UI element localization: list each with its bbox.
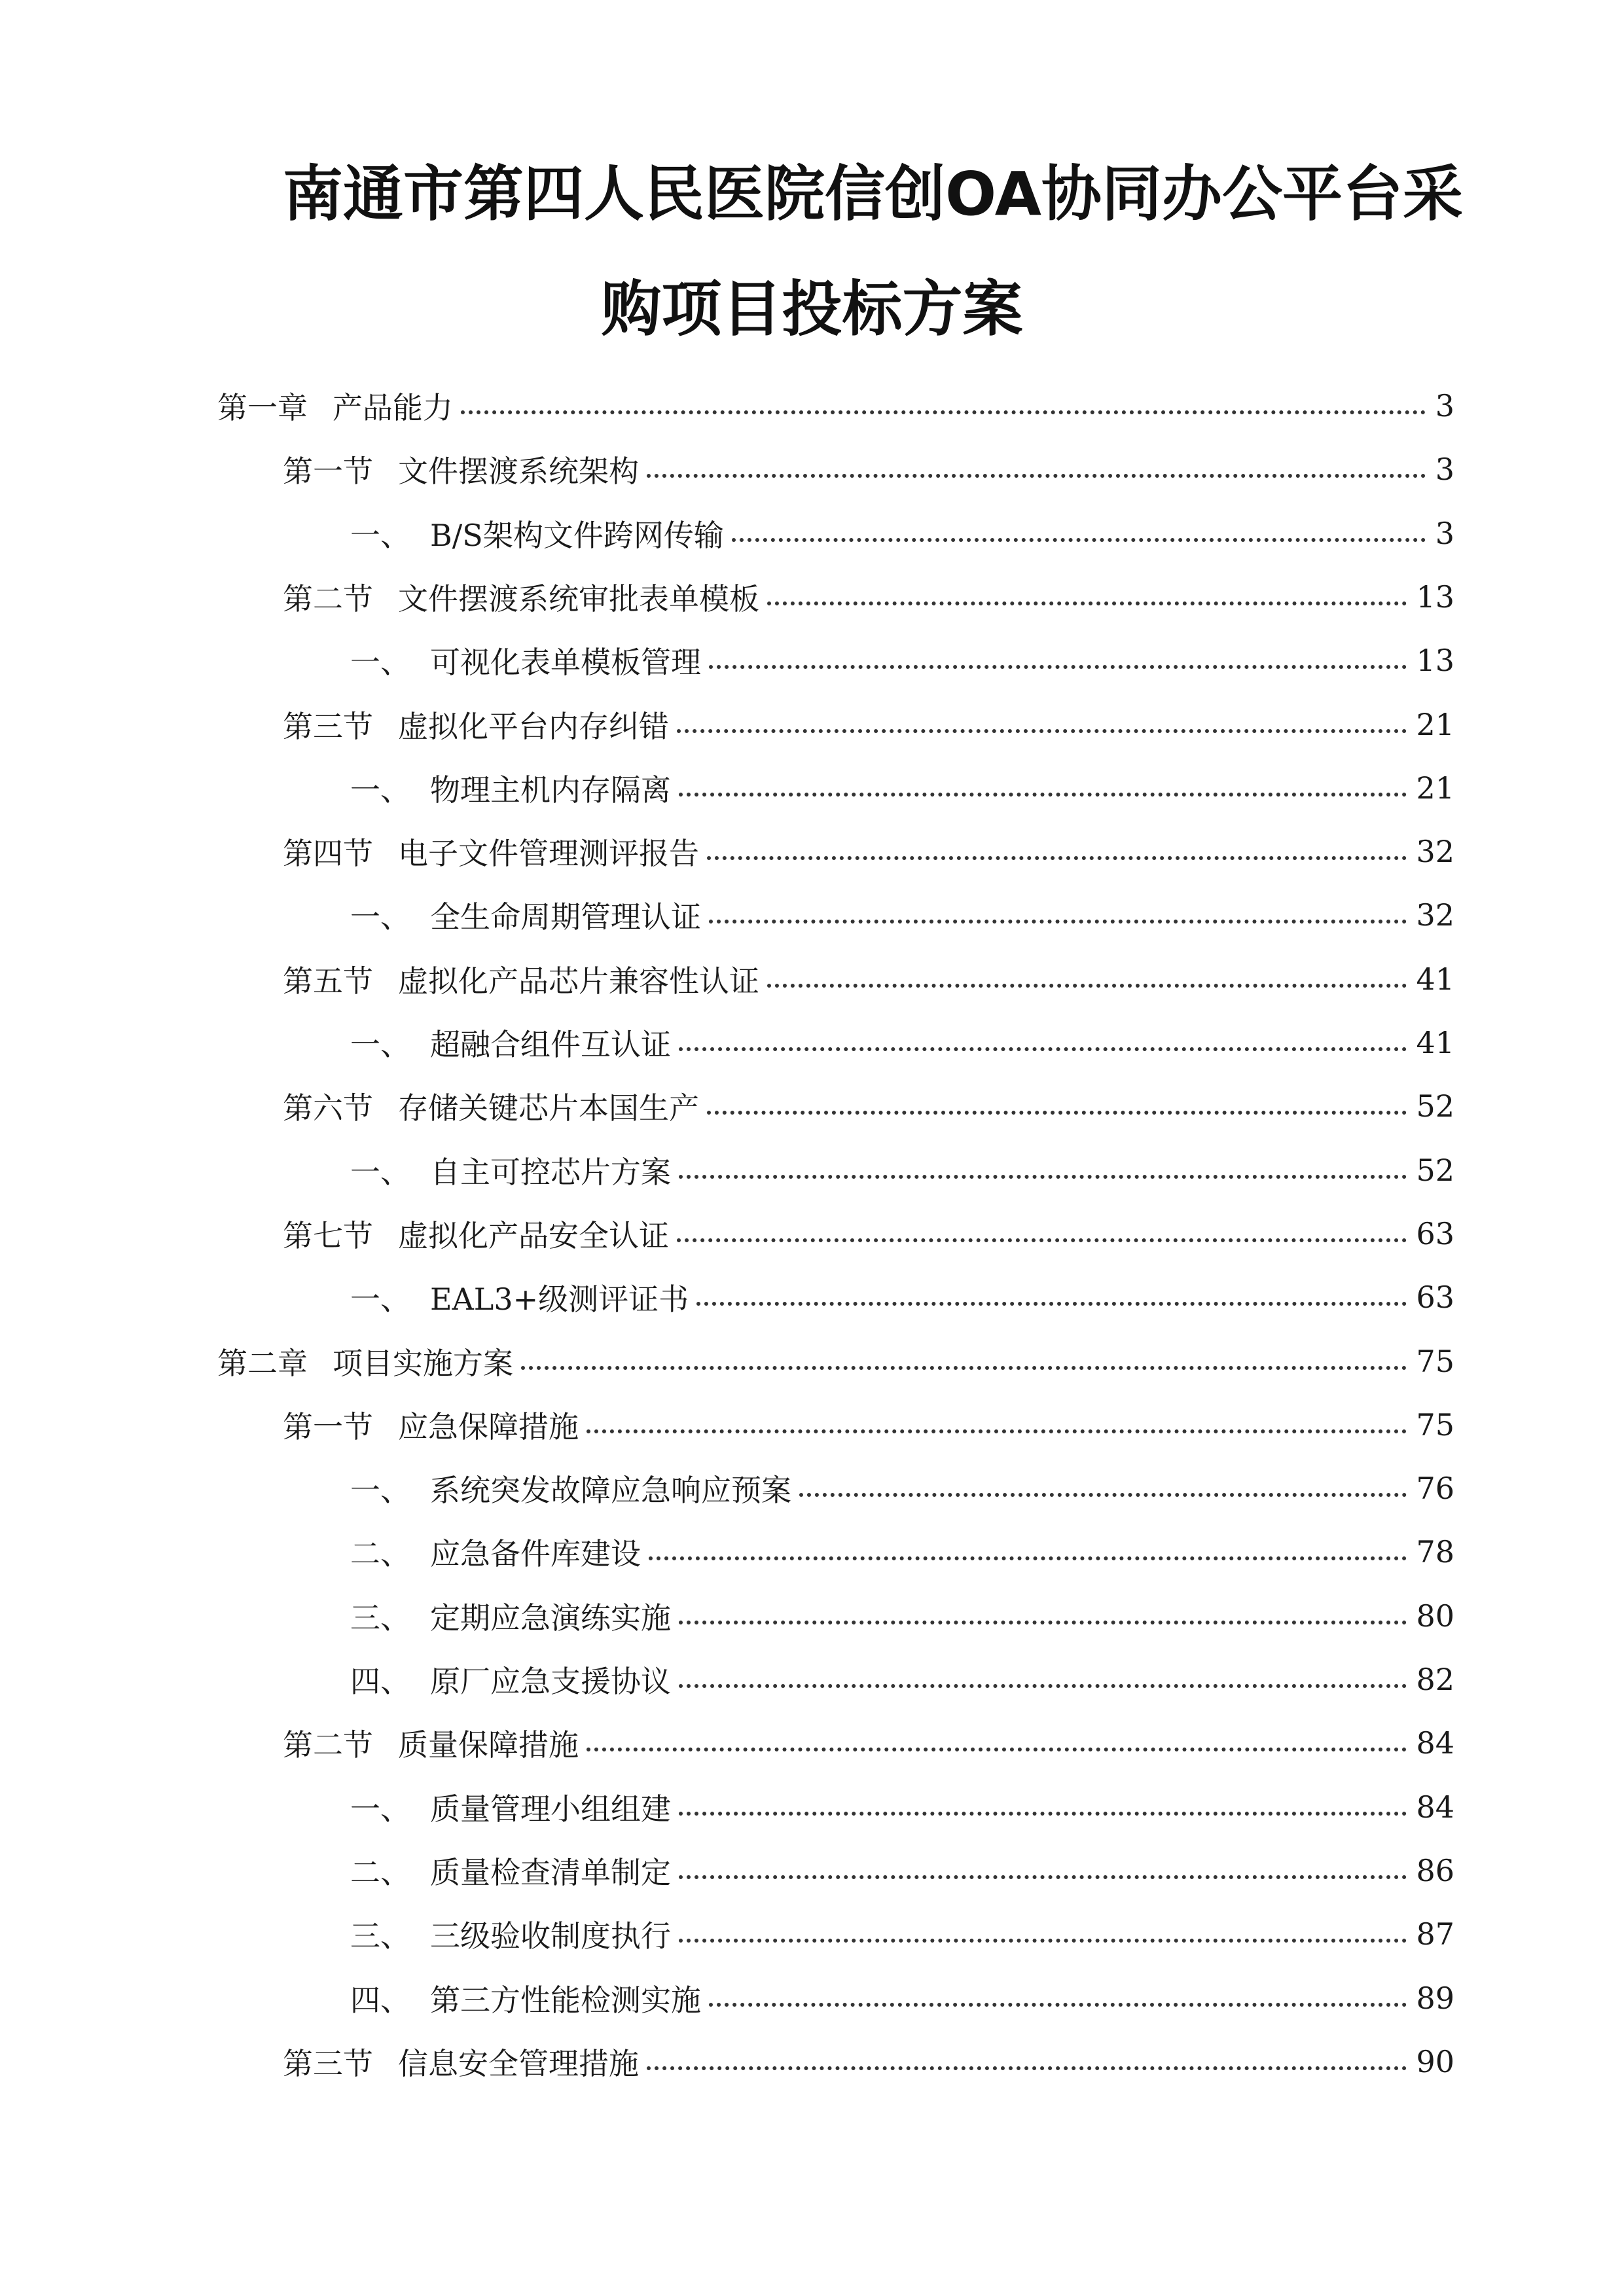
toc-entry[interactable] (283, 1712, 1454, 1774)
toc-dot-leader (679, 1939, 1407, 1943)
toc-entry-title: 系统突发故障应急响应预案 (430, 1473, 791, 1509)
toc-entry-title: 三级验收制度执行 (430, 1918, 671, 1954)
toc-entry[interactable] (350, 1648, 1454, 1711)
toc-dot-leader (679, 1812, 1407, 1816)
toc-entry-number: 一、 (350, 1473, 410, 1509)
toc-entry-title: 虚拟化产品芯片兼容性认证 (398, 963, 759, 999)
toc-entry-page-number: 82 (1416, 1662, 1454, 1697)
toc-dot-leader (679, 793, 1407, 797)
toc-entry-number: 第四节 (283, 836, 373, 872)
toc-dot-leader (767, 601, 1407, 605)
toc-entry[interactable] (350, 1520, 1454, 1583)
toc-dot-leader (709, 665, 1407, 669)
toc-entry-title: 虚拟化平台内存纠错 (398, 708, 669, 744)
toc-entry-page-number: 21 (1416, 770, 1454, 806)
toc-entry-title: 超融合组件互认证 (430, 1027, 671, 1062)
toc-entry-number: 第五节 (283, 963, 373, 999)
toc-entry-title: 项目实施方案 (333, 1345, 513, 1381)
toc-entry-page-number: 76 (1416, 1471, 1454, 1507)
toc-entry[interactable] (283, 693, 1454, 756)
toc-entry-title: 原厂应急支援协议 (430, 1664, 671, 1699)
toc-entry[interactable] (283, 1393, 1454, 1456)
toc-entry-title: 虚拟化产品安全认证 (398, 1217, 669, 1253)
toc-entry-number: 一、 (350, 645, 410, 681)
toc-entry-page-number: 90 (1416, 2043, 1454, 2079)
toc-entry[interactable] (283, 820, 1454, 883)
toc-entry-page-number: 87 (1416, 1916, 1454, 1952)
toc-dot-leader (707, 856, 1407, 860)
toc-entry-title: 质量管理小组组建 (430, 1791, 671, 1827)
toc-entry-number: 一、 (350, 772, 410, 808)
toc-entry-title: 第三方性能检测实施 (430, 1982, 701, 2018)
toc-entry-page-number: 3 (1435, 452, 1454, 488)
toc-entry-title: 文件摆渡系统审批表单模板 (398, 581, 759, 617)
toc-entry-title: 应急保障措施 (398, 1408, 579, 1444)
toc-entry-number: 一、 (350, 1791, 410, 1827)
toc-entry-number: 三、 (350, 1918, 410, 1954)
toc-entry-number: 二、 (350, 1854, 410, 1890)
toc-entry-number: 三、 (350, 1600, 410, 1636)
toc-entry-page-number: 75 (1416, 1343, 1454, 1379)
toc-dot-leader (521, 1366, 1407, 1370)
toc-entry[interactable] (283, 2030, 1454, 2093)
toc-dot-leader (461, 410, 1426, 414)
toc-dot-leader (586, 1748, 1407, 1751)
toc-entry-number: 第二节 (283, 1727, 373, 1763)
toc-dot-leader (767, 984, 1407, 988)
toc-entry[interactable] (350, 1011, 1454, 1074)
toc-entry[interactable] (350, 1903, 1454, 1965)
toc-entry[interactable] (350, 1585, 1454, 1647)
toc-entry[interactable] (283, 1202, 1454, 1265)
toc-entry-number: 四、 (350, 1982, 410, 2018)
toc-dot-leader (679, 1875, 1407, 1879)
toc-entry-page-number: 41 (1416, 1025, 1454, 1060)
toc-entry[interactable] (350, 1776, 1454, 1839)
toc-entry-title: 信息安全管理措施 (398, 2045, 639, 2081)
toc-entry-title: 定期应急演练实施 (430, 1600, 671, 1636)
toc-dot-leader (647, 2066, 1407, 2070)
toc-entry-number: 第一节 (283, 454, 373, 490)
toc-dot-leader (732, 538, 1426, 542)
toc-entry[interactable] (350, 502, 1454, 565)
toc-entry[interactable] (350, 629, 1454, 692)
toc-entry-page-number: 84 (1416, 1789, 1454, 1825)
toc-entry-title: EAL3+级测评证书 (430, 1282, 689, 1318)
toc-dot-leader (679, 1047, 1407, 1051)
toc-entry-page-number: 84 (1416, 1725, 1454, 1761)
toc-dot-leader (799, 1493, 1407, 1497)
toc-entry[interactable] (283, 948, 1454, 1011)
toc-entry-number: 一、 (350, 517, 410, 553)
toc-entry-number: 四、 (350, 1664, 410, 1699)
toc-dot-leader (679, 1621, 1407, 1624)
toc-entry-number: 第一节 (283, 1408, 373, 1444)
toc-entry-title: 电子文件管理测评报告 (398, 836, 699, 872)
toc-entry-number: 第七节 (283, 1217, 373, 1253)
toc-dot-leader (709, 2003, 1407, 2007)
toc-entry-page-number: 75 (1416, 1407, 1454, 1443)
toc-dot-leader (696, 1302, 1407, 1306)
toc-entry[interactable] (283, 1075, 1454, 1138)
toc-entry-page-number: 13 (1416, 579, 1454, 615)
toc-entry-page-number: 32 (1416, 897, 1454, 933)
toc-dot-leader (649, 1556, 1407, 1560)
toc-entry-page-number: 63 (1416, 1215, 1454, 1251)
toc-entry-page-number: 13 (1416, 643, 1454, 679)
toc-entry[interactable] (350, 1967, 1454, 2030)
toc-entry[interactable] (350, 1839, 1454, 1902)
toc-entry-page-number: 32 (1416, 834, 1454, 870)
toc-dot-leader (679, 1175, 1407, 1179)
toc-entry-number: 第二节 (283, 581, 373, 617)
toc-entry-title: B/S架构文件跨网传输 (430, 517, 724, 553)
document-title-line-2: 购项目投标方案 (601, 274, 1023, 344)
toc-entry-page-number: 3 (1435, 388, 1454, 423)
toc-entry[interactable] (283, 565, 1454, 628)
toc-entry-number: 二、 (350, 1536, 410, 1572)
toc-entry[interactable] (350, 884, 1454, 946)
toc-entry-number: 一、 (350, 1154, 410, 1190)
toc-entry-title: 物理主机内存隔离 (430, 772, 671, 808)
toc-entry-number: 第三节 (283, 2045, 373, 2081)
toc-entry[interactable] (283, 438, 1454, 501)
toc-entry[interactable] (350, 757, 1454, 819)
toc-entry-page-number: 52 (1416, 1088, 1454, 1124)
toc-entry-title: 全生命周期管理认证 (430, 899, 701, 935)
toc-entry-title: 文件摆渡系统架构 (398, 454, 639, 490)
toc-entry-page-number: 3 (1435, 515, 1454, 551)
toc-entry-number: 一、 (350, 899, 410, 935)
toc-entry-page-number: 80 (1416, 1598, 1454, 1634)
toc-entry-title: 存储关键芯片本国生产 (398, 1090, 699, 1126)
toc-entry-title: 应急备件库建设 (430, 1536, 641, 1572)
toc-entry-page-number: 52 (1416, 1152, 1454, 1188)
toc-entry-title: 自主可控芯片方案 (430, 1154, 671, 1190)
toc-entry-page-number: 89 (1416, 1980, 1454, 2016)
toc-dot-leader (709, 920, 1407, 924)
toc-dot-leader (586, 1429, 1407, 1433)
toc-dot-leader (677, 729, 1407, 733)
toc-dot-leader (647, 474, 1426, 478)
toc-entry-page-number: 63 (1416, 1280, 1454, 1316)
toc-entry[interactable] (217, 374, 1454, 437)
toc-entry-number: 第二章 (217, 1345, 308, 1381)
toc-entry[interactable] (350, 1266, 1454, 1329)
toc-dot-leader (707, 1111, 1407, 1115)
toc-entry-title: 质量检查清单制定 (430, 1854, 671, 1890)
toc-entry[interactable] (350, 1139, 1454, 1202)
toc-entry-title: 质量保障措施 (398, 1727, 579, 1763)
toc-entry-page-number: 21 (1416, 706, 1454, 742)
document-title-line-1: 南通市第四人民医院信创OA协同办公平台采 (283, 159, 1463, 229)
toc-entry-page-number: 78 (1416, 1534, 1454, 1570)
toc-entry-number: 第三节 (283, 708, 373, 744)
toc-entry-title: 可视化表单模板管理 (430, 645, 701, 681)
toc-dot-leader (679, 1684, 1407, 1688)
toc-entry-page-number: 41 (1416, 961, 1454, 997)
toc-entry-page-number: 86 (1416, 1852, 1454, 1888)
toc-entry[interactable] (350, 1457, 1454, 1520)
toc-entry-title: 产品能力 (333, 390, 453, 425)
toc-dot-leader (677, 1238, 1407, 1242)
toc-entry-number: 一、 (350, 1282, 410, 1318)
toc-entry-number: 第六节 (283, 1090, 373, 1126)
toc-entry-number: 一、 (350, 1027, 410, 1062)
toc-entry-number: 第一章 (217, 390, 308, 425)
toc-entry[interactable] (217, 1330, 1454, 1393)
